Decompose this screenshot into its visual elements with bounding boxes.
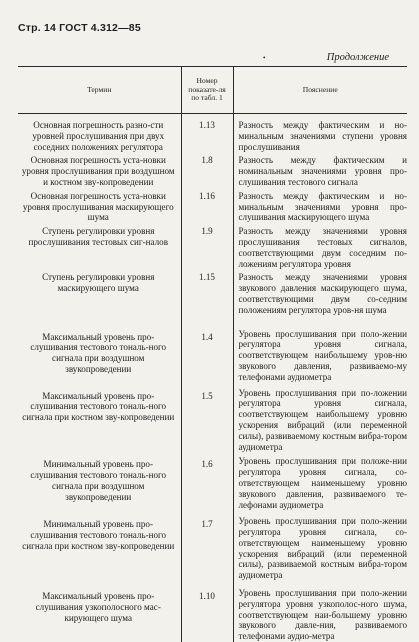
explanation-cell: Уровень прослушивания при поло-жении регулятора уровня сигнала, со-ответствующем наименьшему уровню ускорения вибраций (или переменной силы), развиваемой костным вибра-тором аудиометра [233,516,407,588]
continuation-label: Продолжение [326,52,389,63]
print-mark: • [263,54,266,62]
table-row [18,329,407,388]
number-cell: 1.5 [181,388,233,457]
term-cell: Максимальный уровень про-слушивания тестового тональ-ного сигнала при костном зву-копроведении [22,390,175,423]
number-cell: 1.4 [181,329,233,388]
number-cell: 1.7 [181,516,233,588]
table-row [18,388,407,457]
table-header-row [18,67,407,114]
explanation-cell: Разность между фактическим и но-минальным значениями уровня про-слушивания маскирующего шума [233,191,407,226]
number-cell: 1.13 [181,120,233,155]
table-row [18,272,407,328]
number-cell: 1.8 [181,155,233,190]
page-header: Стр. 14 ГОСТ 4.312—85 [18,22,141,34]
explanation-cell: Разность между значениями уровня звукового давления маскирующего шума, соответствующими двум со-седним положениям регулятора уров-ня шума [233,272,407,328]
table-row [18,120,407,155]
table-row [18,155,407,190]
table-row [18,588,407,642]
term-cell: Основная погрешность уста-новки уровня прослушивания маскирующего шума [22,190,174,223]
explanation-cell: Разность между фактическим и но-минальным значениями ступени уровня прослушивания [233,120,407,155]
table-row [18,456,407,516]
explanation-cell: Разность между значениями уровня прослушивания тестовых сигналов, соответствующими двум соседним по-ложениям регулятора уровня [233,226,407,272]
header-term: Термин [18,67,181,114]
table-row [18,191,407,226]
table-row [18,226,407,272]
term-cell: Ступень регулировки уровня маскирующего шума [42,272,155,294]
number-cell: 1.9 [181,226,233,272]
explanation-cell: Разность между фактическим и номинальным значениями уровня про-слушивания тестового сигнала [233,155,407,190]
explanation-cell: Уровень прослушивания при поло-жении регулятора уровня сигнала, соответствующем наибольшему уров-ню звукового давления, развиваемо-му телефонами аудиометра [233,329,407,388]
number-cell: 1.6 [181,456,233,516]
term-cell: Основная погрешность разно-сти уровней прослушивания при двух соседних положениях регулятора [32,120,165,152]
term-cell: Максимальный уровень про-слушивания узкополосного мас-кирующего шума [35,591,161,623]
term-cell: Ступень регулировки уровня прослушивания тестовых сиг-налов [28,226,168,247]
number-cell: 1.15 [181,272,233,328]
term-cell: Основная погрешность уста-новки уровня прослушивания при воздушном и костном зву-копроведении [21,155,175,187]
explanation-cell: Уровень прослушивания при положе-нии регулятора уровня сигнала, со-ответствующем наименьшему уровню звукового давления, развиваемого те-лефонами аудиометра [233,456,407,516]
number-cell: 1.10 [181,588,233,642]
table-row [18,516,407,588]
explanation-cell: Уровень прослушивания при поло-жении регулятора уровня узкополос-ного шума, соответствующем наи-большему уровню звукового давле-ния, развиваемого телефонами аудио-метра [233,588,407,642]
terms-table [18,66,407,642]
number-cell: 1.16 [181,191,233,226]
term-cell: Минимальный уровень про-слушивания тестового тональ-ного сигнала при воздушном звукопроведении [30,459,167,502]
term-cell: Минимальный уровень про-слушивания тестового тональ-ного сигнала при костном зву-копроведении [22,519,175,551]
header-number: Номер показате-ля по табл. 1 [181,67,233,114]
term-cell: Максимальный уровень про-слушивания тестового тональ-ного сигнала при воздушном звукопроведении [30,331,167,374]
explanation-cell: Уровень прослушивания при по-ложении регулятора уровня сигнала, соответствующем наибольшему уровню ускорения вибраций (или переменной силы), развиваемому костным вибра-тором аудиометра [233,388,407,457]
header-explanation: Пояснение [233,67,407,114]
